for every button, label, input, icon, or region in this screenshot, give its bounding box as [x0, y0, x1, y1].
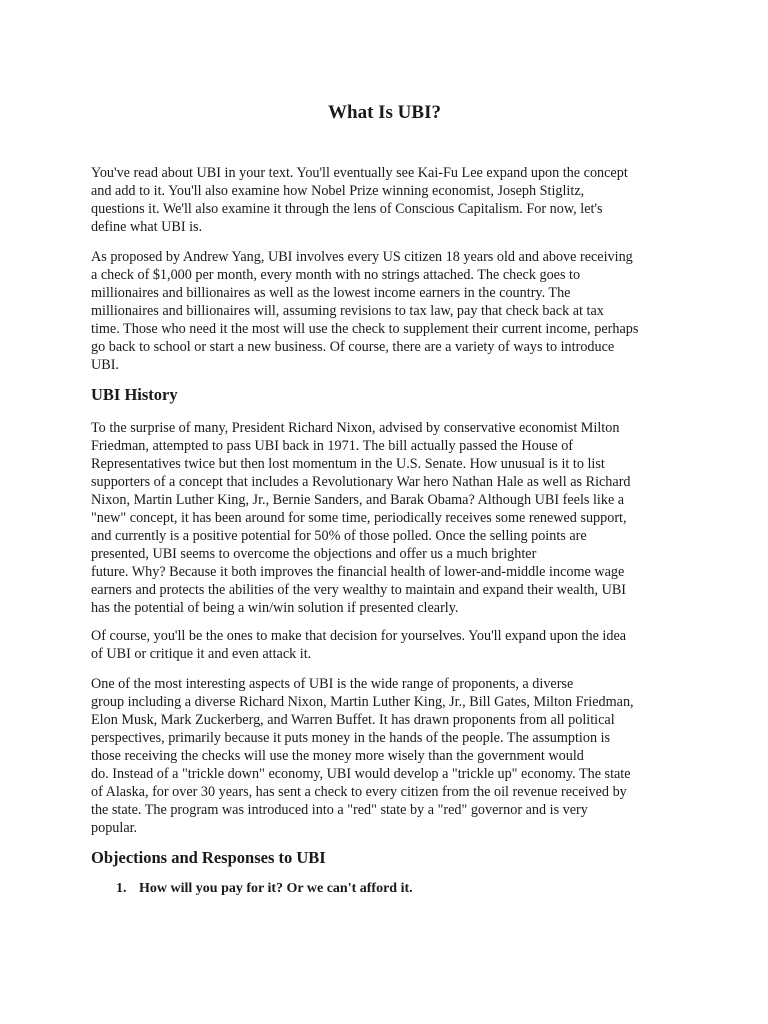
intro-line: and add to it. You'll also examine how Nobel Prize winning economist, Joseph Stiglitz, [91, 183, 585, 199]
proponents-line: Elon Musk, Mark Zuckerberg, and Warren Buffet. It has drawn proponents from all political [91, 712, 615, 728]
proponents-paragraph [91, 675, 681, 837]
intro-line: questions it. We'll also examine it through the lens of Conscious Capitalism. For now, let's [91, 201, 603, 217]
history-line: To the surprise of many, President Richard Nixon, advised by conservative economist Milton [91, 420, 620, 436]
history-line: Friedman, attempted to pass UBI back in 1971. The bill actually passed the House of [91, 438, 574, 454]
history-line: "new" concept, it has been around for some time, periodically receives some renewed support, [91, 510, 627, 526]
document-title: What Is UBI? [328, 102, 441, 123]
objection-item [116, 880, 413, 898]
proponents-line: popular. [91, 820, 138, 836]
yang-line: As proposed by Andrew Yang, UBI involves every US citizen 18 years old and above receiving [91, 249, 633, 265]
objection-text: How will you pay for it? Or we can't afford it. [139, 881, 413, 896]
yang-line: UBI. [91, 357, 119, 373]
intro-paragraph [91, 164, 681, 236]
history-line: presented, UBI seems to overcome the objections and offer us a much brighter [91, 546, 537, 562]
decision-line: Of course, you'll be the ones to make that decision for yourselves. You'll expand upon the idea [91, 628, 627, 644]
intro-line: define what UBI is. [91, 219, 203, 235]
history-line: Nixon, Martin Luther King, Jr., Bernie Sanders, and Barak Obama? Although UBI feels like a [91, 492, 625, 508]
history-paragraph [91, 419, 681, 617]
history-line: earners and protects the abilities of the very wealthy to maintain and expand their wealth, UBI [91, 582, 627, 598]
yang-line: millionaires and billionaires as well as the lowest income earners in the country. The [91, 285, 571, 301]
yang-paragraph [91, 248, 681, 374]
decision-paragraph [91, 627, 681, 663]
history-line: Representatives twice but then lost momentum in the U.S. Senate. How unusual is it to list [91, 456, 605, 472]
objections-heading: Objections and Responses to UBI [91, 848, 326, 867]
intro-line: You've read about UBI in your text. You'll eventually see Kai-Fu Lee expand upon the concept [91, 165, 628, 181]
history-line: future. Why? Because it both improves the financial health of lower-and-middle income wage [91, 564, 625, 580]
proponents-line: do. Instead of a "trickle down" economy, UBI would develop a "trickle up" economy. The state [91, 766, 631, 782]
proponents-line: those receiving the checks will use the money more wisely than the government would [91, 748, 584, 764]
proponents-line: One of the most interesting aspects of UBI is the wide range of proponents, a diverse [91, 676, 574, 692]
yang-line: millionaires and billionaires will, assuming revisions to tax law, pay that check back at tax [91, 303, 604, 319]
proponents-line: of Alaska, for over 30 years, has sent a check to every citizen from the oil revenue received by [91, 784, 627, 800]
history-heading: UBI History [91, 385, 178, 404]
proponents-line: perspectives, primarily because it puts money in the hands of the people. The assumption is [91, 730, 611, 746]
objection-number: 1. [116, 881, 127, 896]
history-line: has the potential of being a win/win solution if presented clearly. [91, 600, 459, 616]
yang-line: go back to school or start a new business. Of course, there are a variety of ways to introduce [91, 339, 615, 355]
proponents-line: group including a diverse Richard Nixon, Martin Luther King, Jr., Bill Gates, Milton Friedman, [91, 694, 634, 710]
yang-line: a check of $1,000 per month, every month with no strings attached. The check goes to [91, 267, 581, 283]
history-line: supporters of a concept that includes a Revolutionary War hero Nathan Hale as well as Richard [91, 474, 631, 490]
decision-line: of UBI or critique it and even attack it. [91, 646, 312, 662]
proponents-line: the state. The program was introduced into a "red" state by a "red" governor and is very [91, 802, 588, 818]
yang-line: time. Those who need it the most will use the check to supplement their current income, perhaps [91, 321, 639, 337]
history-line: and currently is a positive potential for 50% of those polled. Once the selling points are [91, 528, 587, 544]
